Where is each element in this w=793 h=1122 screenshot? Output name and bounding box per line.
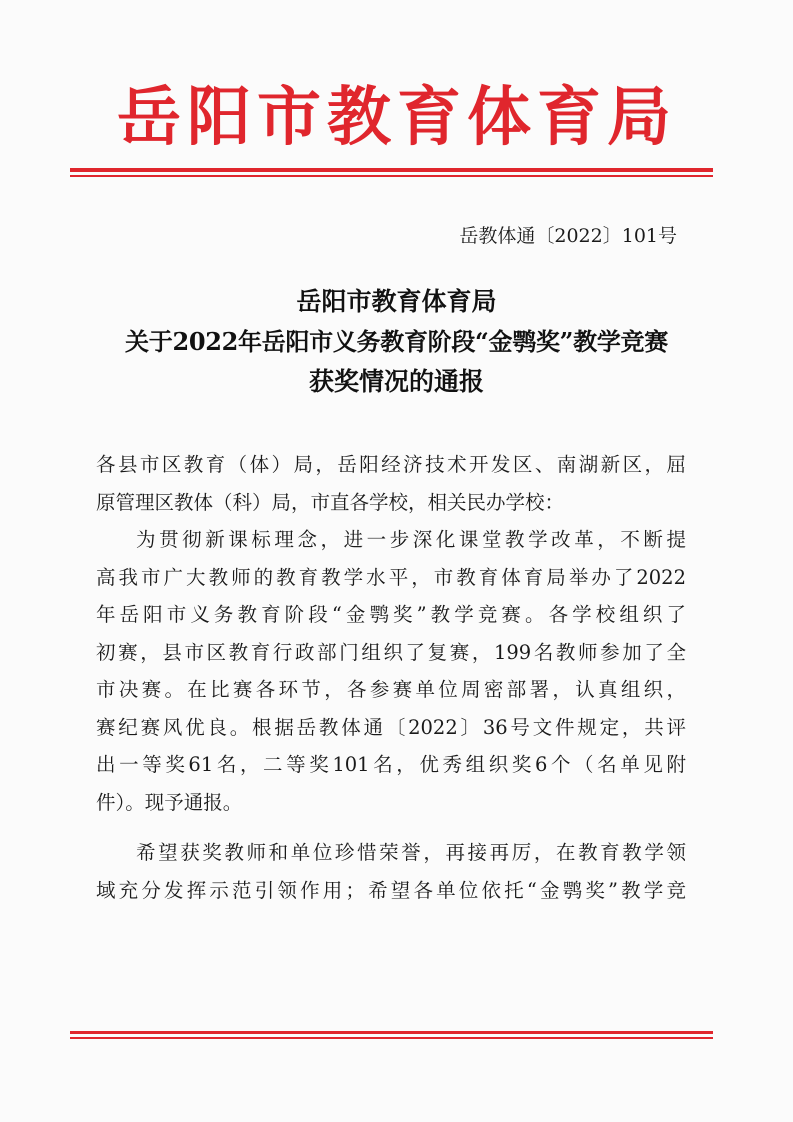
letterhead-divider-thin bbox=[70, 175, 713, 177]
document-title bbox=[60, 282, 733, 402]
title-line-2: 关于2022年岳阳市义务教育阶段“金鹗奖”教学竞赛 bbox=[125, 327, 668, 356]
agency-letterhead: 岳阳市教育体育局 bbox=[117, 80, 677, 155]
paragraph-line: 出一等奖61名，二等奖101名，优秀组织奖6个（名单见附 bbox=[96, 753, 686, 776]
footer-divider-thin bbox=[70, 1037, 713, 1039]
paragraph-line: 为贯彻新课标理念，进一步深化课堂教学改革，不断提 bbox=[136, 528, 686, 551]
paragraph-line: 高我市广大教师的教育教学水平，市教育体育局举办了2022 bbox=[96, 565, 686, 589]
letterhead-divider-thick bbox=[70, 168, 713, 172]
title-line-3: 获奖情况的通报 bbox=[308, 367, 484, 396]
addressee-line: 各县市区教育（体）局，岳阳经济技术开发区、南湖新区，屈 bbox=[96, 453, 686, 476]
paragraph-line: 件）。现予通报。 bbox=[96, 790, 243, 814]
title-line-1: 岳阳市教育体育局 bbox=[296, 287, 497, 316]
document-number: 岳教体通〔2022〕101号 bbox=[459, 225, 677, 247]
document-body bbox=[96, 446, 686, 909]
addressee-line: 原管理区教体（科）局，市直各学校，相关民办学校： bbox=[96, 490, 565, 514]
footer-divider-thick bbox=[70, 1031, 713, 1034]
paragraph-line: 赛纪赛风优良。根据岳教体通〔2022〕36号文件规定，共评 bbox=[96, 715, 686, 739]
paragraph-line: 域充分发挥示范引领作用；希望各单位依托“金鹗奖”教学竞 bbox=[96, 878, 686, 902]
paragraph-line: 希望获奖教师和单位珍惜荣誉，再接再厉，在教育教学领 bbox=[136, 841, 686, 864]
paragraph-line: 初赛，县市区教育行政部门组织了复赛，199名教师参加了全 bbox=[96, 640, 686, 664]
paragraph-line: 市决赛。在比赛各环节，各参赛单位周密部署，认真组织， bbox=[96, 678, 686, 701]
paragraph-line: 年岳阳市义务教育阶段“金鹗奖”教学竞赛。各学校组织了 bbox=[96, 603, 686, 626]
